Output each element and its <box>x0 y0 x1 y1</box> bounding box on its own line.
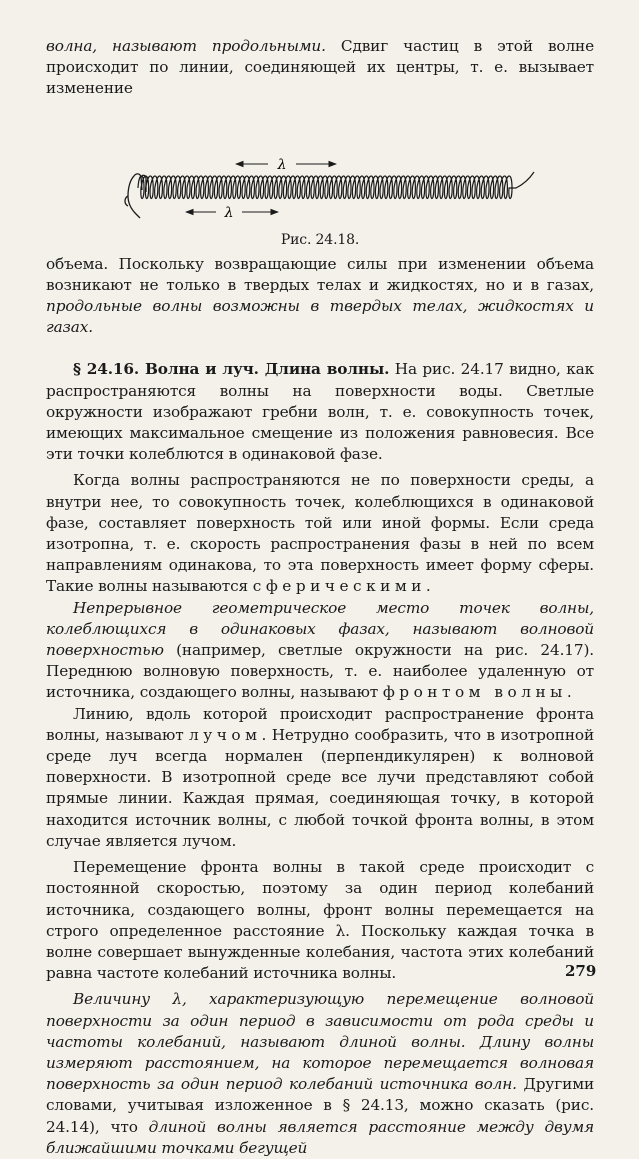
spring-coil <box>138 172 534 199</box>
figure-24-18 <box>46 100 594 254</box>
punctuation: . <box>425 577 431 596</box>
italic-term: волна, называют продольными. <box>46 37 326 55</box>
lambda-label-bottom: λ <box>224 204 234 221</box>
paragraph-wave-surface <box>46 598 594 704</box>
paragraph-text: Перемещение фронта волны в такой среде происходит с постоянной скоростью, поэтому за один период колебаний источника, создающего волны, фронт волны перемещается на строго определенное расстояние λ. Поскольку каждая точка в волне совершает вынужденные колебания, частота этих колебаний равна частоте колебаний источника волны. <box>46 858 594 983</box>
paragraph-front-motion <box>46 857 597 984</box>
paragraph-text: Сдвиг частиц в этой волне происходит по линии, соединяющей их центры, т. е. вызывает изменение <box>46 37 594 98</box>
section-heading: § 24.16. Волна и луч. Длина волны. <box>73 360 390 379</box>
spaced-term: фронтом волны <box>382 683 567 702</box>
paragraph-text: (например, светлые окружности на рис. 24.17). Переднюю волновую поверхность, т. е. наиболее удаленную от источника, создающего волны, называют <box>46 641 594 702</box>
paragraph-spherical <box>46 470 594 597</box>
paragraph-longitudinal <box>46 254 594 339</box>
italic-definition: Непрерывное геометрическое место точек волны, колеблющихся в одинаковых фазах, называют волновой поверхностью <box>46 598 594 660</box>
figure-caption: Рис. 24.18. <box>280 231 360 248</box>
paragraph-text: . Нетрудно сообразить, что в изотропной среде луч всегда нормален (перпендикулярен) к волновой поверхности. В изотропной среде все лучи представляют собой прямые линии. Каждая прямая, соединяющая точку, в которой находится источник волны, с любой точкой фронта волны, в этом случае является лучом. <box>46 725 594 850</box>
lambda-label-top: λ <box>277 156 287 173</box>
paragraph-text: объема. Поскольку возвращающие силы при изменении объема возникают не только в твердых телах и жидкостях, но и в газах, <box>46 254 594 294</box>
paragraph-text: Другими словами, учитывая изложенное в § 24.13, можно сказать (рис. 24.14), что <box>46 1075 594 1136</box>
italic-definition: длиной волны является расстояние между двумя ближайшими точками бегущей <box>46 1117 594 1157</box>
page-number: 279 <box>565 962 597 980</box>
section-24-16 <box>46 359 594 465</box>
paragraph-wavelength <box>46 989 594 1159</box>
spring-wave-illustration <box>46 106 594 226</box>
spaced-term: сферическими <box>252 577 426 596</box>
paragraph-text: Когда волны распространяются не по поверхности среды, а внутри нее, то совокупность точек, колеблющихся в одинаковой фазе, составляет поверхность той или иной формы. Если среда изотропна, т. е. скорость распространения фазы в ней по всем направлениям одинакова, то эта поверхность имеет форму сферы. Такие волны называются <box>46 471 594 596</box>
page-body <box>46 36 597 1159</box>
italic-definition: Величину λ, характеризующую перемещение волновой поверхности за один период в зависимости от рода среды и частоты колебаний, называют длиной волны. Длину волны измеряют расстоянием, на которое перемещается волновая поверхность за один период колебаний источника волн. <box>46 990 594 1094</box>
punctuation: . <box>566 683 572 702</box>
paragraph-text: Линию, вдоль которой происходит распространение фронта волны, называют <box>46 704 594 744</box>
paragraph-text: На рис. 24.17 видно, как распространяются волны на поверхности воды. Светлые окружности изображают гребни волн, т. е. совокупность точек, имеющих максимальное смещение из положения равновесия. Все эти точки колеблются в одинаковой фазе. <box>46 360 594 464</box>
paragraph-ray <box>46 704 594 852</box>
paragraph-continuation <box>46 36 594 100</box>
italic-statement: продольные волны возможны в твердых телах, жидкостях и газах. <box>46 297 594 337</box>
spaced-term: лучом <box>189 725 262 744</box>
